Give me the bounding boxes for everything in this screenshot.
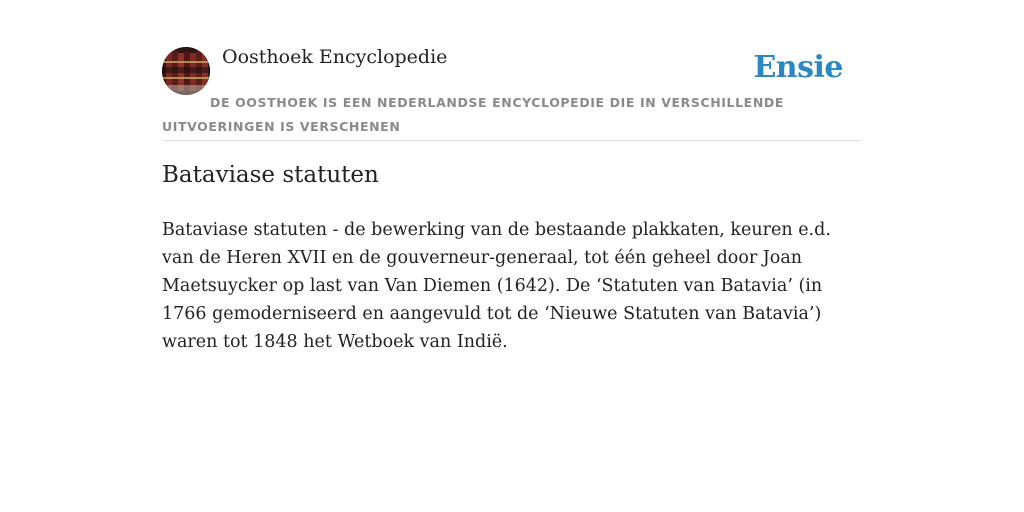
brand-logo-link[interactable]: Ensie: [753, 50, 843, 85]
site-name[interactable]: Oosthoek Encyclopedie: [222, 46, 448, 68]
page-container: [162, 0, 862, 512]
article-body: Bataviase statuten - de bewerking van de bestaande plakkaten, keuren e.d. van de Heren XVII en de gouverneur-generaal, tot één geheel door Joan Maetsuycker op last van Van Diemen (1642). De ‘Statuten van Batavia’ (in 1766 gemoderniseerd en aangevuld tot de ‘Nieuwe Statuten van Batavia’) waren tot 1848 het Wetboek van Indië.: [162, 220, 831, 352]
books-avatar-icon[interactable]: [162, 47, 210, 95]
books-avatar-image: [162, 47, 210, 95]
site-description: DE OOSTHOEK IS EEN NEDERLANDSE ENCYCLOPEDIE DIE IN VERSCHILLENDE UITVOERINGEN IS VERSCHENEN: [162, 95, 784, 134]
article-title: Bataviase statuten: [162, 162, 379, 188]
page-header: [162, 0, 862, 141]
